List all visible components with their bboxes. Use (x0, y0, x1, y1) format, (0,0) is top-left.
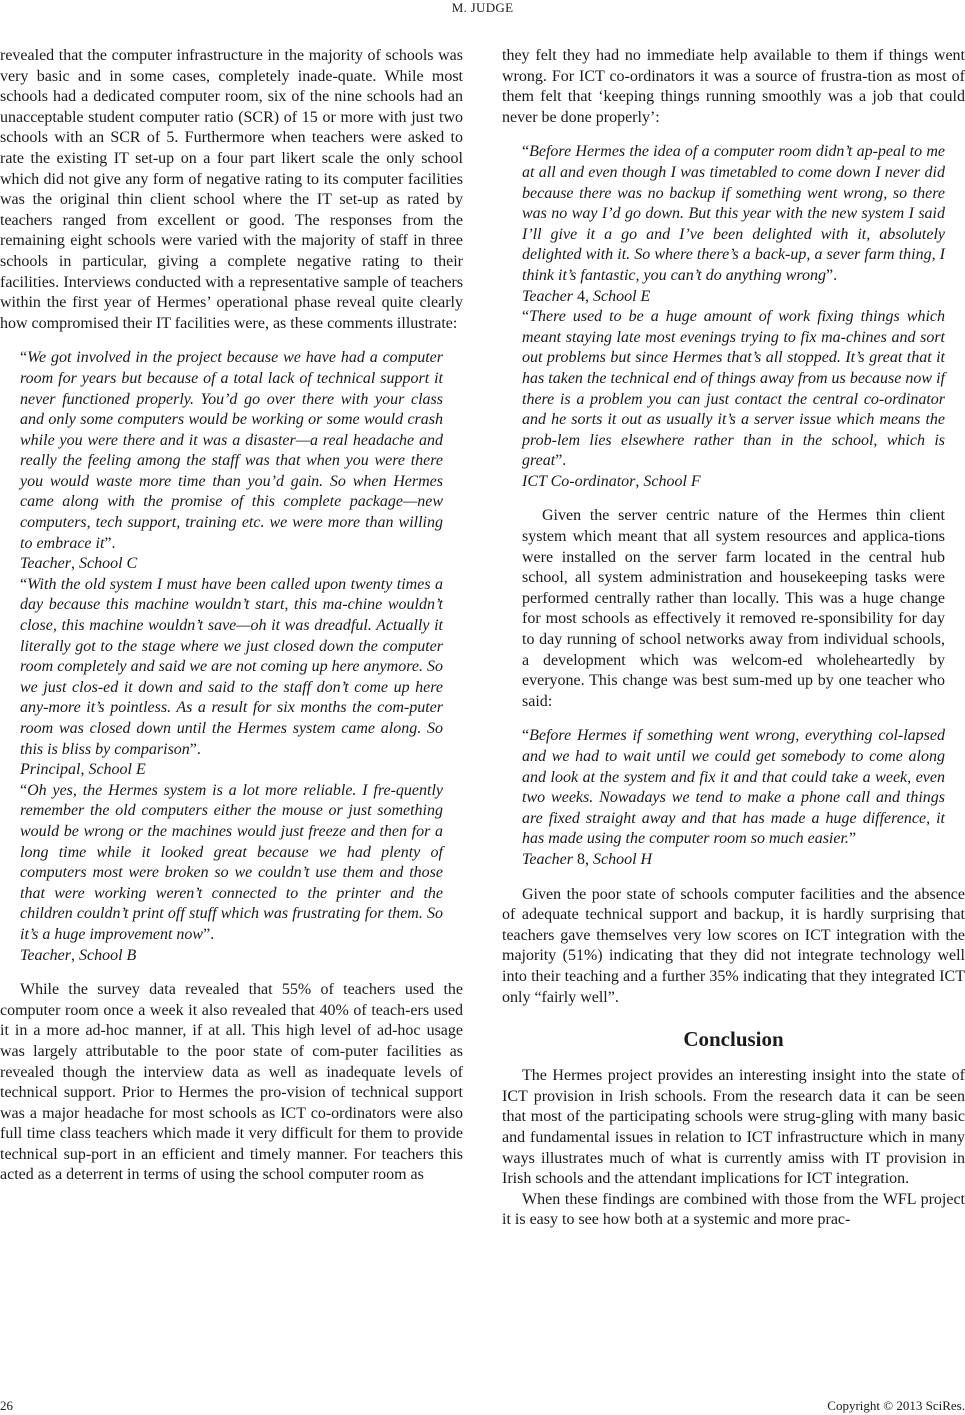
interview-quote: “There used to be a huge amount of work fixing things which meant staying late most evenings trying to fix ma-chines and sort out problems but since Hermes that’s all stopped. It’s great that it has taken the technical end of things away from us because now if there is a problem you can just contact the central co-ordinator and he sorts it out as usually it’s a server issue which means the prob-lem lies elsewhere rather than in the school, which is great”. (522, 308, 945, 470)
quote-text: Before Hermes the idea of a computer room didn’t ap-peal to me at all and even though I was timetabled to come down I never did because there was no backup if something went wrong, so there was no way I’d go down. But this year with the new system I said I’ll give it a go and I’ve been delighted with it, absolutely delighted with it. So where there’s a back-up, a sever farm thing, I think it’s fantastic, you can’t do anything wrong (522, 143, 945, 284)
quote-attribution: Teacher 4, School E (522, 287, 651, 305)
interview-quote: “With the old system I must have been called upon twenty times a day because this machine wouldn’t start, this ma-chine wouldn’t close, this machine wouldn’t save—oh it was dreadful. Actually it literally got to the stage where we just closed down the computer room completely and said we are not coming up here anymore. So we just clos-ed it down and said to the staff don’t come up here any-more it’s pointless. As a result for six months the com-puter room was closed down until the Hermes system came along. So this is bliss by comparison”. (20, 575, 443, 758)
section-heading: Conclusion (683, 1027, 784, 1052)
interview-quote: “Before Hermes the idea of a computer room didn’t ap-peal to me at all and even though I was timetabled to come down I never did because there was no backup if something went wrong, so there was no way I’d go down. But this year with the new system I said I’ll give it a go and I’ve been delighted with it, absolutely delighted with it. So where there’s a back-up, a sever farm thing, I think it’s fantastic, you can’t do anything wrong”. (522, 143, 945, 284)
quote-attribution: ICT Co-ordinator, School F (522, 472, 701, 490)
interview-quote: “Before Hermes if something went wrong, everything col-lapsed and we had to wait until we could get somebody to come along and look at the system and fix it and that could take a week, even two weeks. Nowadays we tend to make a phone call and things are fixed straight away and that has made a huge difference, it has made using the computer room so much easier.” (522, 727, 945, 848)
interview-quote: “Oh yes, the Hermes system is a lot more reliable. I fre-quently remember the old computers either the mouse or just something would be wrong or the machines would just freeze and then for a long time while it looked great because we had plenty of computers most were broken so we couldn’t use them and those that were working weren’t connected to the printer and the children couldn’t print off stuff which was frustrating for them. So it’s a huge improvement now”. (20, 781, 443, 943)
body-paragraph: revealed that the computer infrastructure in the majority of schools was very basic and in some cases, completely inade-quate. While most schools had a dedicated computer room, six of the nine schools had an unacceptable student computer ratio (SCR) of 15 or more with just two schools with an SCR of 5. Furthermore when teachers were asked to rate the existing IT set-up on a four part likert scale the only school which did not give any form of negative rating to its computer facilities was the original thin client school where the IT set-up as rated by teachers ranged from excellent or good. The responses from the remaining eight schools were varied with the majority of staff in three schools in particular, giving a complete negative rating to their facilities. Interviews conducted with a representative sample of teachers within the first year of Hermes’ operational phase reveal quite clearly how compromised their IT facilities were, as these comments illustrate: (0, 47, 463, 332)
body-paragraph: The Hermes project provides an interesting insight into the state of ICT provision in Irish schools. From the research data it can be seen that most of the participating schools were strug-gling with many basic and fundamental issues in relation to ICT infrastructure which in many ways illustrates much of what is currently amiss with IT provision in Irish schools and the attendant implications for ICT integration. (502, 1067, 965, 1188)
body-paragraph: When these findings are combined with those from the WFL project it is easy to see how both at a systemic and more prac- (502, 1190, 965, 1229)
left-column (0, 46, 463, 1186)
body-paragraph: While the survey data revealed that 55% of teachers used the computer room once a week it also revealed that 40% of teach-ers used it in a more ad-hoc manner, if at all. This high level of ad-hoc usage was largely attributable to the poor state of com-puter facilities as revealed though the interview data as well as inadequate levels of technical support. Prior to Hermes the pro-vision of technical support was a major headache for most schools as ICT co-ordinators were also full time class teachers which made it very difficult for them to provide technical sup-port in an efficient and timely manner. For teachers this acted as a deterrent in terms of using the school computer room as (0, 981, 463, 1184)
running-head: M. JUDGE (451, 0, 514, 15)
quote-attribution: Principal, School E (20, 761, 146, 779)
quote-text: With the old system I must have been called upon twenty times a day because this machine wouldn’t start, this ma-chine wouldn’t close, this machine wouldn’t save—oh it was dreadful. Actually it literally got to the stage where we just closed down the computer room completely and said we are not coming up here anymore. So we just clos-ed it down and said to the staff don’t come up here any-more it’s pointless. As a result for six months the com-puter room was closed down until the Hermes system came along. So this is bliss by comparison (20, 575, 443, 758)
copyright-notice: Copyright © 2013 SciRes. (827, 1398, 965, 1413)
quote-text: Oh yes, the Hermes system is a lot more reliable. I fre-quently remember the old computers either the mouse or just something would be wrong or the machines would just freeze and then for a long time while it looked great because we had plenty of computers most were broken so we couldn’t use them and those that were working weren’t connected to the printer and the children couldn’t print off stuff which was frustrating for them. So it’s a huge improvement now (20, 781, 443, 943)
quote-text: Before Hermes if something went wrong, everything col-lapsed and we had to wait until we could get somebody to come along and look at the system and fix it and that could take a week, even two weeks. Nowadays we tend to make a phone call and things are fixed straight away and that has made a huge difference, it has made using the computer room so much easier. (522, 727, 945, 848)
page-number: 26 (0, 1398, 13, 1413)
body-paragraph: Given the server centric nature of the Hermes thin client system which meant that all system resources and applica-tions were installed on the server farm located in the central hub school, all system administration and housekeeping tasks were performed centrally rather than locally. This was a huge change for most schools as effectively it removed re-sponsibility for day to day running of school networks away from individual schools, a development which was welcom-ed wholeheartedly by everyone. This change was best sum-med up by one teacher who said: (522, 507, 945, 710)
quote-attribution: Teacher 8, School H (522, 850, 653, 868)
right-column (502, 46, 965, 1231)
quote-text: There used to be a huge amount of work fixing things which meant staying late most evenings trying to fix ma-chines and sort out problems but since Hermes that’s all stopped. It’s great that it has taken the technical end of things away from us because now if there is a problem you can just contact the central co-ordinator and he sorts it out as usually it’s a server issue which means the prob-lem lies elsewhere rather than in the school, which is great (522, 308, 945, 470)
body-paragraph: they felt they had no immediate help available to them if things went wrong. For ICT co-ordinators it was a source of frustra-tion as most of them felt that ‘keeping things running smoothly was a job that could never be done properly’: (502, 47, 965, 126)
quote-attribution: Teacher, School B (20, 946, 137, 964)
interview-quote: “We got involved in the project because we have had a computer room for years but because of a total lack of technical support it never functioned properly. You’d go over there with your class and only some computers would be working or some would crash while you were there and it was a disaster—a real headache and really the feeling among the staff was that when you were there you would waste more time than you’d gain. So when Hermes came along with the promise of this complete package—new computers, tech support, training etc. we were more than willing to embrace it”. (20, 349, 443, 552)
quote-attribution: Teacher, School C (20, 555, 138, 573)
quote-text: We got involved in the project because we have had a computer room for years but because of a total lack of technical support it never functioned properly. You’d go over there with your class and only some computers would be working or some would crash while you were there and it was a disaster—a real headache and really the feeling among the staff was that when you were there you would waste more time than you’d gain. So when Hermes came along with the promise of this complete package—new computers, tech support, training etc. we were more than willing to embrace it (20, 349, 443, 552)
body-paragraph: Given the poor state of schools computer facilities and the absence of adequate technical support and backup, it is hardly surprising that teachers gave themselves very low scores on ICT integration with the majority (51%) indicating that they did not integrate technology well into their teaching and a further 35% indicating that they integrated ICT only “fairly well”. (502, 885, 965, 1006)
